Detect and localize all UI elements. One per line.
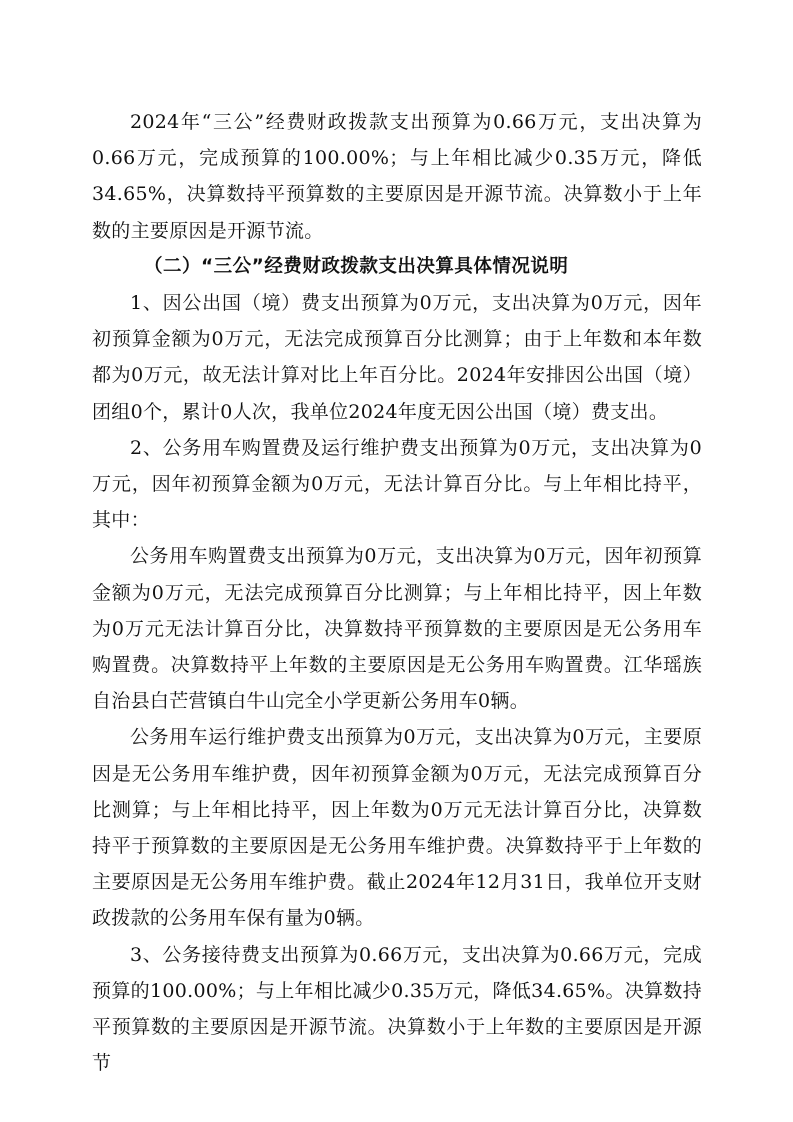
paragraph-item-2: 2、公务用车购置费及运行维护费支出预算为0万元，支出决算为0万元，因年初预算金额为0万元，无法计算百分比。与上年相比持平，其中： (92, 436, 702, 532)
paragraph-vehicle-maintenance: 公务用车运行维护费支出预算为0万元，支出决算为0万元，主要原因是无公务用车维护费，因年初预算金额为0万元，无法完成预算百分比测算；与上年相比持平，因上年数为0万元无法计算百分比，决算数持平于预算数的主要原因是无公务用车维护费。决算数持平于上年数的主要原因是无公务用车维护费。截止2024年12月31日，我单位开支财政拨款的公务用车保有量为0辆。 (92, 726, 702, 930)
paragraph-item-3: 3、公务接待费支出预算为0.66万元，支出决算为0.66万元，完成预算的100.00%；与上年相比减少0.35万元，降低34.65%。决算数持平预算数的主要原因是开源节流。决算数小于上年数的主要原因是开源节 (92, 943, 702, 1075)
document-page (92, 104, 702, 1081)
paragraph-vehicle-purchase: 公务用车购置费支出预算为0万元，支出决算为0万元，因年初预算金额为0万元，无法完成预算百分比测算；与上年相比持平，因上年数为0万元无法计算百分比，决算数持平预算数的主要原因是无公务用车购置费。决算数持平上年数的主要原因是无公务用车购置费。江华瑶族自治县白芒营镇白牛山完全小学更新公务用车0辆。 (92, 545, 702, 713)
section-heading: （二）“三公”经费财政拨款支出决算具体情况说明 (144, 255, 569, 277)
paragraph-item-1: 1、因公出国（境）费支出预算为0万元，支出决算为0万元，因年初预算金额为0万元，无法完成预算百分比测算；由于上年数和本年数都为0万元，故无法计算对比上年百分比。2024年安排因公出国（境）团组0个，累计0人次，我单位2024年度无因公出国（境）费支出。 (92, 292, 702, 423)
paragraph-summary: 2024年“三公”经费财政拨款支出预算为0.66万元，支出决算为0.66万元，完成预算的100.00%；与上年相比减少0.35万元，降低34.65%，决算数持平预算数的主要原因是开源节流。决算数小于上年数的主要原因是开源节流。 (92, 111, 702, 242)
